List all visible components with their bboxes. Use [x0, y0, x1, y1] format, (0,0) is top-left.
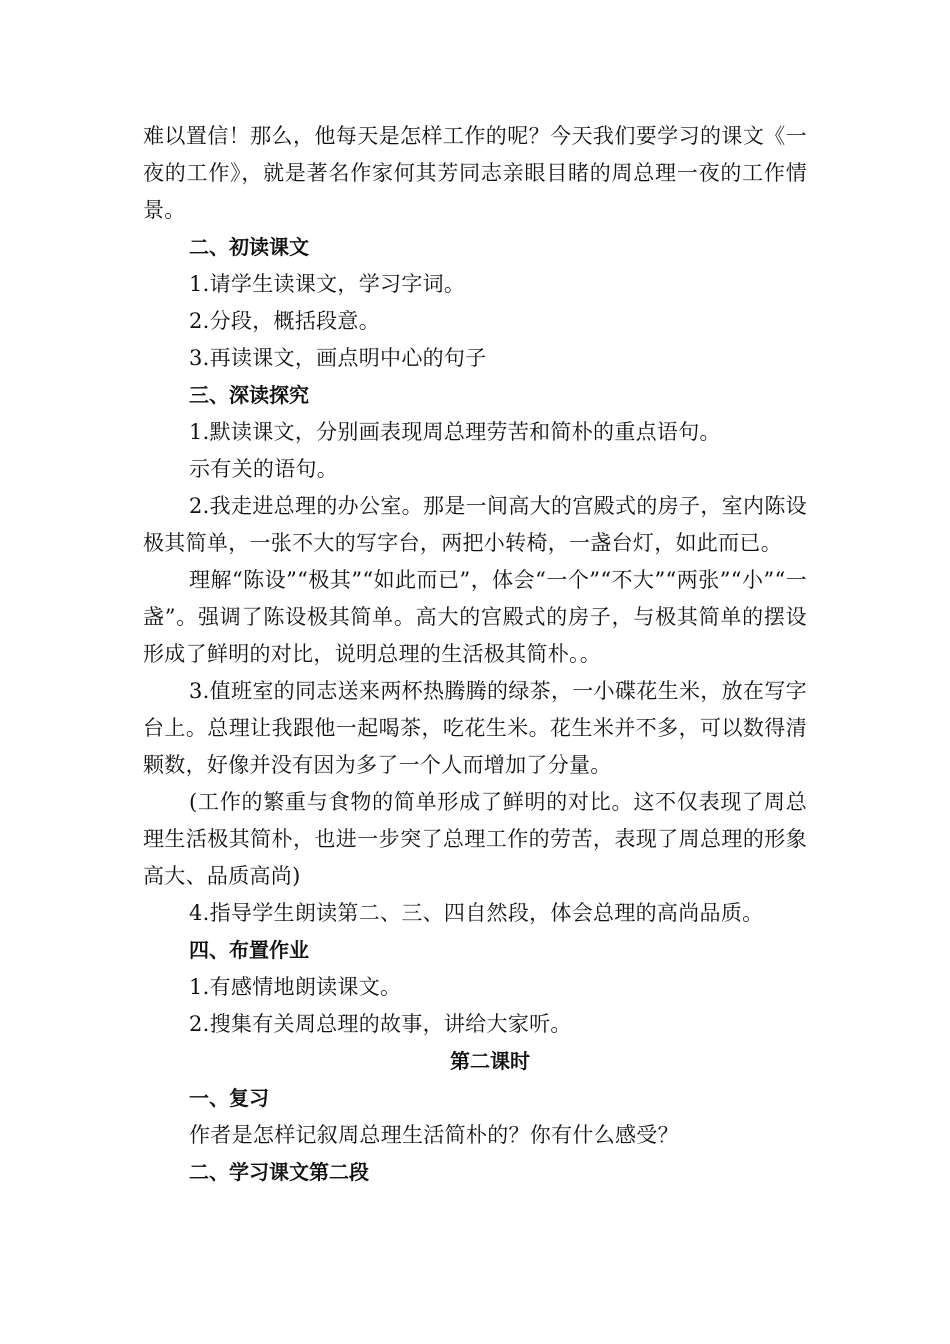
paragraph: (工作的繁重与食物的简单形成了鲜明的对比。这不仅表现了周总理生活极其简朴，也进一步突了总理工作的劳苦，表现了周总理的形象高大、品质高尚): [143, 790, 807, 888]
paragraph: 理解“陈设”“极其”“如此而已”，体会“一个”“不大”“两张”“小”“一盏”。强调了陈设极其简单。高大的宫殿式的房子，与极其简单的摆设形成了鲜明的对比，说明总理的生活极其简朴。。: [143, 568, 807, 666]
document-body: [143, 118, 807, 1191]
section-heading-homework: 四、布置作业: [189, 938, 309, 962]
list-item: 1.默读课文，分别画表现周总理劳苦和简朴的重点语句。: [189, 420, 721, 444]
section-heading-first-reading: 二、初读课文: [189, 235, 309, 259]
paragraph: 示有关的语句。: [189, 457, 339, 481]
list-item: 1.有感情地朗读课文。: [189, 975, 402, 999]
paragraph-intro: 难以置信！那么，他每天是怎样工作的呢？今天我们要学习的课文《一夜的工作》，就是著名作家何其芳同志亲眼目睹的周总理一夜的工作情景。: [143, 124, 807, 222]
list-item: 2.分段，概括段意。: [189, 309, 381, 333]
list-item: 1.请学生读课文，学习字词。: [189, 272, 466, 296]
section-heading-deep-reading: 三、深读探究: [189, 383, 309, 407]
list-item: 3.值班室的同志送来两杯热腾腾的绿茶，一小碟花生米，放在写字台上。总理让我跟他一起喝茶，吃花生米。花生米并不多，可以数得清颗数，好像并没有因为多了一个人而增加了分量。: [143, 679, 807, 777]
lesson-title: 第二课时: [450, 1049, 530, 1073]
list-item: 2.搜集有关周总理的故事，讲给大家听。: [189, 1012, 572, 1036]
list-item: 3.再读课文，画点明中心的句子: [189, 346, 487, 370]
paragraph: 作者是怎样记叙周总理生活简朴的？你有什么感受？: [189, 1123, 679, 1147]
list-item: 2.我走进总理的办公室。那是一间高大的宫殿式的房子，室内陈设极其简单，一张不大的写字台，两把小转椅，一盏台灯，如此而已。: [143, 494, 807, 555]
section-heading-review: 一、复习: [189, 1086, 269, 1110]
list-item: 4.指导学生朗读第二、三、四自然段，体会总理的高尚品质。: [189, 901, 764, 925]
section-heading-second-part: 二、学习课文第二段: [189, 1160, 369, 1184]
